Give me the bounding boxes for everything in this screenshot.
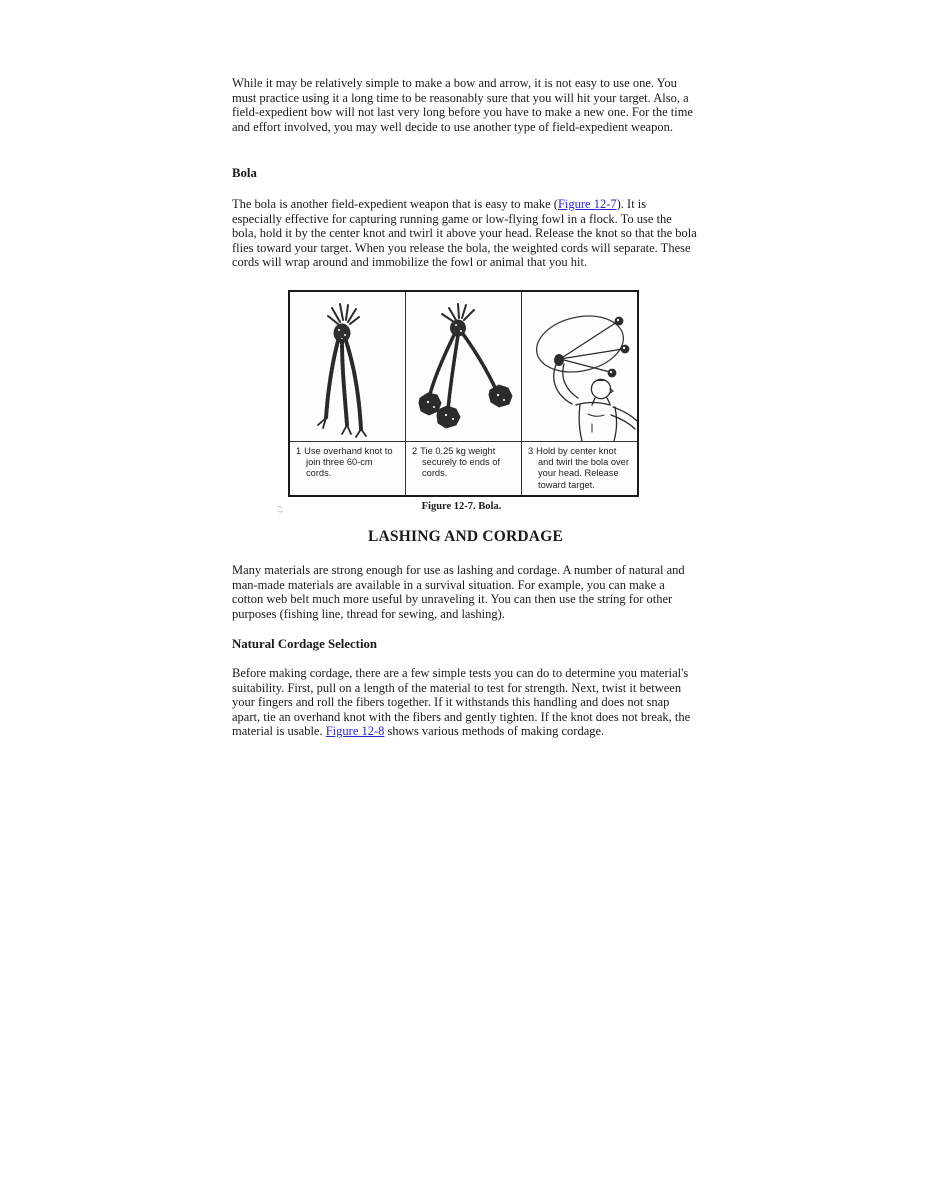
figure-illustration-row (290, 292, 637, 442)
figure-step-1-caption (290, 442, 406, 495)
paragraph-bola-text-after-link: ). It is especially effective for capturing running game or low-flying fowl in a flock. To use the bola, hold it by the center knot and twirl it above your head. Release the knot so that the bola flies toward your target. When you release the bola, the weighted cords will separate. These cords will wrap around and immobilize the fowl or animal that you hit. (232, 197, 697, 270)
three-cords-knotted-illustration (290, 292, 405, 441)
figure-panel-3 (522, 292, 637, 441)
figure-step-3-number: 3 (528, 446, 534, 456)
figure-step-3-text: Hold by center knot and twirl the bola over your head. Release toward target. (536, 446, 629, 490)
figure-step-1-number: 1 (296, 446, 302, 456)
paragraph-bow-and-arrow: While it may be relatively simple to make a bow and arrow, it is not easy to use one. You must practice using it a long time to be reasonably sure that you will hit your target. Also, a field-expedient bow will not last very long before you have to make a new one. For the time and effort involved, you may well decide to use another type of field-expedient weapon. (232, 76, 693, 134)
figure-panel-1 (290, 292, 406, 441)
figure-12-8-link[interactable]: Figure 12-8 (325, 724, 385, 739)
figure-step-2-number: 2 (412, 446, 418, 456)
paragraph-bola-text-before-link: The bola is another field-expedient weapon that is easy to make ( (232, 197, 558, 211)
figure-12-7-link[interactable]: Figure 12-7 (557, 197, 617, 211)
figure-step-2-caption (406, 442, 522, 495)
figure-caption-row (290, 442, 637, 495)
heading-bola: Bola (232, 166, 257, 180)
man-twirling-bola-illustration (522, 292, 637, 441)
figure-12-7-caption: Figure 12-7. Bola. (421, 501, 502, 512)
figure-step-1-text: Use overhand knot to join three 60-cm cords. (304, 446, 393, 479)
figure-step-2-text: Tie 0.25 kg weight securely to ends of cords. (420, 446, 501, 479)
heading-natural-cordage-selection: Natural Cordage Selection (232, 637, 378, 651)
figure-12-7 (288, 290, 639, 497)
paragraph-cordage-tests (232, 666, 699, 739)
paragraph-cordage-text-after-link: shows various methods of making cordage. (384, 724, 605, 739)
paragraph-cordage-text-before-link: Before making cordage, there are a few simple tests you can do to determine you material's suitability. First, pull on a length of the material to test for strength. Next, twist it between your fingers and roll the fibers together. If it withstands this handling and does not snap apart, tie an overhand knot with the fibers and gently tighten. If the knot does not break, the material is usable. (232, 666, 691, 739)
heading-lashing-and-cordage: LASHING AND CORDAGE (368, 528, 563, 545)
figure-panel-2 (406, 292, 522, 441)
weighted-cords-illustration (406, 292, 521, 441)
scan-artifact (275, 504, 287, 514)
paragraph-lashing-materials: Many materials are strong enough for use as lashing and cordage. A number of natural and man-made materials are available in a survival situation. For example, you can make a cotton web belt much more useful by unraveling it. You can then use the string for other purposes (fishing line, thread for sewing, and lashing). (232, 563, 685, 621)
paragraph-bola (232, 197, 699, 270)
figure-step-3-caption (522, 442, 637, 495)
